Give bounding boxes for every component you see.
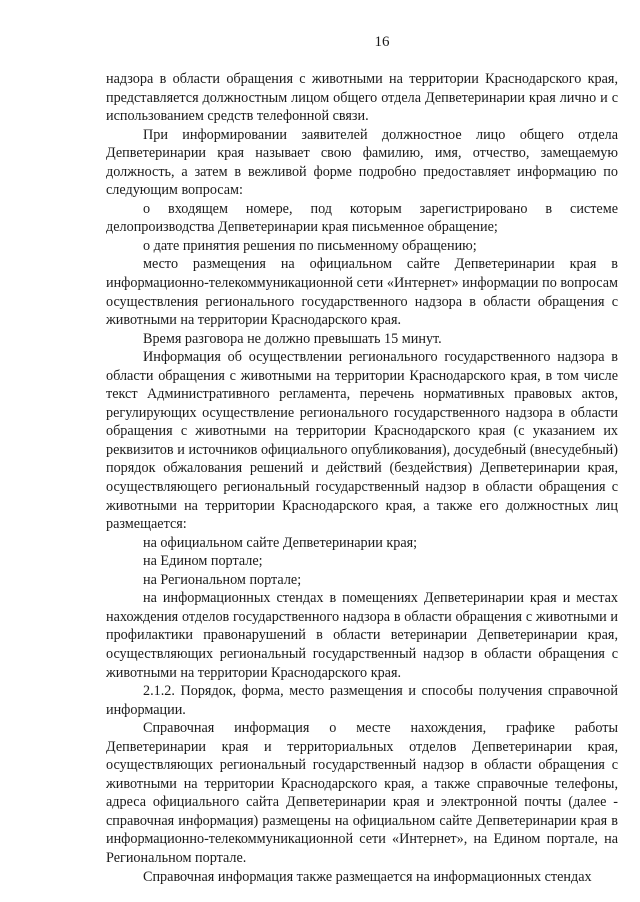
list-item-info-stands: на информационных стендах в помещениях Депветеринарии края и местах нахождения отделов государственного надзора в области обращения с животными и профилактики правонарушений в области ветеринарии Депветеринарии края, осуществляющих региональный государственный надзор в области обращения с животными на территории Краснодарского края. <box>106 590 618 681</box>
paragraph-reference-stands: Справочная информация также размещается на информационных стендах <box>143 868 592 885</box>
list-item-incoming-number: о входящем номере, под которым зарегистрировано в системе делопроизводства Депветеринарии края письменное обращение; <box>106 200 618 236</box>
paragraph-call-duration: Время разговора не должно превышать 15 минут. <box>143 330 442 347</box>
section-heading-2-1-2: 2.1.2. Порядок, форма, место размещения и способы получения справочной информации. <box>106 683 618 718</box>
list-item-website-location: место размещения на официальном сайте Депветеринарии края в информационно-телекоммуникационной сети «Интернет» информации по вопросам осуществления регионального государственного надзора в области обращения с животными на территории Краснодарского края. <box>106 256 618 329</box>
paragraph-reference-info: Справочная информация о месте нахождения, графике работы Депветеринарии края и территориальных отделов Депветеринарии края, осуществляющих региональный государственный надзор в области обращения с животными на территории Краснодарского края, а также справочные телефоны, адреса официального сайта Депветеринарии края и электронной почты (далее - справочная информация) размещены на официальном сайте Депветеринарии края в информационно-телекоммуникационной сети «Интернет», на Едином портале, на Региональном портале. <box>106 720 618 866</box>
list-item-regional-portal: на Региональном портале; <box>143 571 302 588</box>
list-item-decision-date: о дате принятия решения по письменному обращению; <box>143 237 477 254</box>
paragraph-supervision-info: Информация об осуществлении регионального государственного надзора в области обращения с животными на территории Краснодарского края, в том числе текст Административного регламента, перечень нормативных правовых актов, регулирующих осуществление регионального государственного надзора в области обращения с животными на территории Краснодарского края (с указанием их реквизитов и источников официального опубликования), досудебный (внесудебный) порядок обжалования решений и действий (бездействия) Депветеринарии края, осуществляющего региональный государственный надзор в области обращения с животными на территории Краснодарского края, а также его должностных лиц размещается: <box>106 349 618 533</box>
list-item-official-site: на официальном сайте Депветеринарии края; <box>143 534 418 551</box>
paragraph-2: При информировании заявителей должностное лицо общего отдела Депветеринарии края называет свою фамилию, имя, отчество, замещаемую должность, а затем в вежливой форме подробно предоставляет информацию по следующим вопросам: <box>106 126 618 199</box>
document-body <box>106 70 618 886</box>
page-number: 16 <box>374 34 390 50</box>
paragraph-1: надзора в области обращения с животными на территории Краснодарского края, представляется должностным лицом общего отдела Депветеринарии края лично и с использованием средств телефонной связи. <box>106 71 618 125</box>
list-item-unified-portal: на Едином портале; <box>143 553 263 570</box>
